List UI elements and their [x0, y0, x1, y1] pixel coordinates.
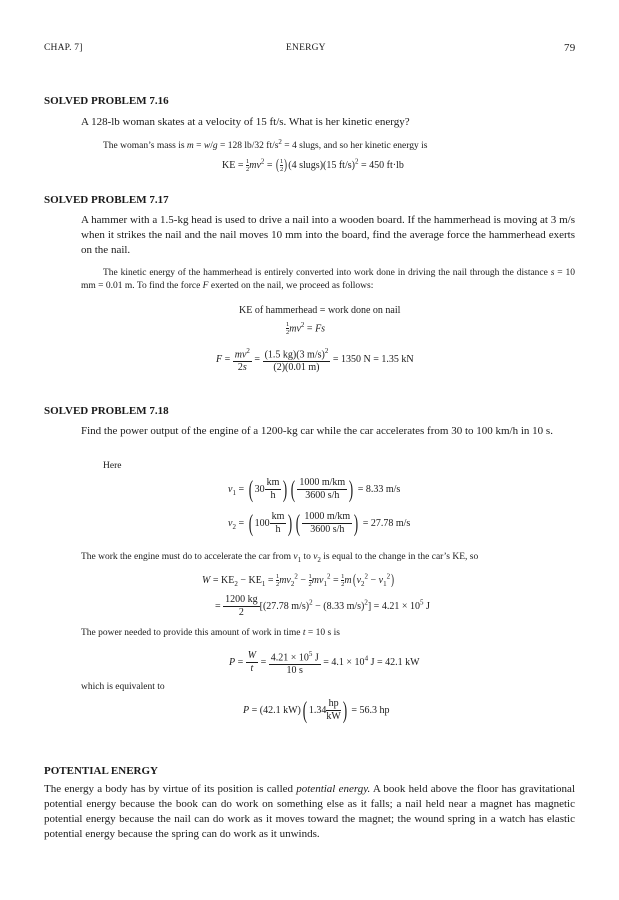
problem-7-17-question: A hammer with a 1.5-kg head is used to drive a nail into a wooden board. If the hammerhead is moving at 3 m/s when it strikes the nail and the nail moves 10 mm into the board, find the average force the hammerhead exerts on the nail.: [81, 214, 575, 256]
problem-7-16-title: SOLVED PROBLEM 7.16: [44, 95, 169, 107]
problem-7-18-power-intro: The power needed to provide this amount of work in time t = 10 s is: [81, 628, 340, 638]
problem-7-16-question: A 128-lb woman skates at a velocity of 15 ft/s. What is her kinetic energy?: [81, 116, 410, 128]
problem-7-18-v2-equation: $v_2$ = ( 100 $\frac{km}{h}$ ) ( $\frac{1000 m/km}{3600 s/h}$ ) = 27.78 m/s: [228, 510, 411, 537]
problem-7-16-ke-equation: KE = $\frac{1}{2}$ $mv^2$ = ( $\frac{1}{2}$ )(4 slugs)(15 ft/s)$^2$ = 450 ft·lb: [222, 157, 404, 173]
problem-7-17-title: SOLVED PROBLEM 7.17: [44, 194, 169, 206]
problem-7-18-power-equation: P = $\frac{W}{t}$ = $\frac{4.21 \times 10^5 J}{10 s}$ = $4.1 \times 10^4$ J = 42.1 kW: [229, 650, 420, 677]
problem-7-18-question: Find the power output of the engine of a 1200-kg car while the car accelerates from 30 to 100 km/h in 10 s.: [81, 425, 553, 437]
problem-7-18-title: SOLVED PROBLEM 7.18: [44, 405, 169, 417]
problem-7-18-v1-equation: $v_1$ = ( 30 $\frac{km}{h}$ ) ( $\frac{1000 m/km}{3600 s/h}$ ) = 8.33 m/s: [228, 476, 401, 503]
problem-7-16-solution: The woman’s mass is m = w/g = 128 lb/32 $ft/s^2 = 4$ slugs, and so her kinetic energy is: [103, 138, 428, 152]
problem-7-18-hp-equation: P = (42.1 kW)( 1.34 $\frac{hp}{kW}$ ) = 56.3 hp: [243, 697, 390, 724]
problem-7-18-work-value: = $\frac{1200 kg}{2}$ [(27.78 m/s)$^2$ − (8.33 $m/s)^2] = 4.21 \times 10^5$ J: [215, 594, 430, 618]
potential-energy-heading: POTENTIAL ENERGY: [44, 765, 158, 777]
problem-7-18-equivalent: which is equivalent to: [81, 682, 165, 692]
problem-7-17-eq-ke-work: KE of hammerhead = work done on nail: [239, 305, 401, 316]
running-header-chapter: CHAP. 7]: [44, 43, 83, 53]
problem-7-18-work-intro: The work the engine must do to accelerate the car from $v_1$ to $v_2$ is equal to the change in the car’s KE, so: [81, 552, 479, 564]
problem-7-18-here: Here: [103, 461, 122, 471]
problem-7-18-work-equation: $W = KE_2 - KE_1$ = $\frac{1}{2}$ $mv_2^2$ − $\frac{1}{2}$ $mv_1^2$ = $\frac{1}{2}$ $m(v_2^2 - v_1^2)$: [202, 572, 395, 588]
page-number: 79: [564, 42, 576, 54]
running-header-title: ENERGY: [286, 43, 326, 53]
potential-energy-paragraph: The energy a body has by virtue of its position is called potential energy. A book held above the floor has gravitational potential energy because the book can do work on something else as it falls; a nail held near a magnet has magnetic potential energy because the nail can do work as it moves toward the magnet; the wound spring in a watch has elastic potential energy because the spring can do work as it unwinds.: [44, 783, 575, 840]
problem-7-17-eq-energy: $\frac{1}{2}$ $mv^2 = Fs$: [286, 321, 326, 337]
problem-7-17-eq-force: F = $\frac{mv^2}{2s}$ = $\frac{(1.5 kg)(3 m/s)^2}{(2)(0.01 m)}$ = 1350 N = 1.35 kN: [216, 347, 414, 374]
problem-7-17-solution: The kinetic energy of the hammerhead is entirely converted into work done in driving the nail through the distance s = 10 mm = 0.01 m. To find the force F exerted on the nail, we proceed as follows:: [81, 268, 575, 291]
